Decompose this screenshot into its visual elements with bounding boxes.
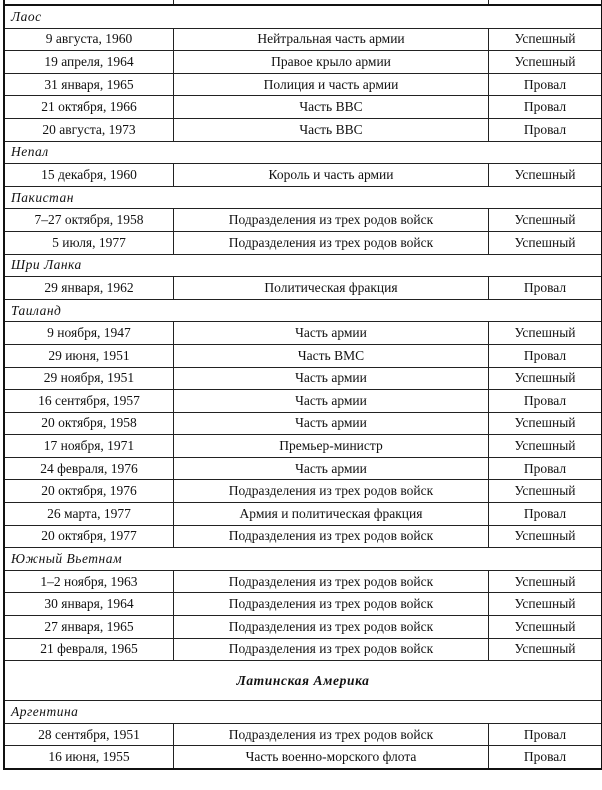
country-name: Непал — [4, 141, 602, 164]
coups-table-container — [3, 0, 598, 770]
date-cell: 16 сентября, 1957 — [4, 390, 174, 413]
table-row — [4, 503, 602, 526]
participants-cell: Часть ВМС — [174, 344, 489, 367]
table-row — [4, 51, 602, 74]
country-name: Пакистан — [4, 186, 602, 209]
date-cell: 9 ноября, 1947 — [4, 322, 174, 345]
table-row — [4, 616, 602, 639]
table-row — [4, 412, 602, 435]
participants-cell: Подразделения из трех родов войск — [174, 593, 489, 616]
date-cell: 16 июня, 1955 — [4, 746, 174, 769]
result-cell: Успешный — [489, 209, 602, 232]
date-cell: 20 октября, 1976 — [4, 480, 174, 503]
country-header-row — [4, 5, 602, 28]
date-cell: 24 февраля, 1976 — [4, 457, 174, 480]
result-cell: Провал — [489, 344, 602, 367]
participants-cell: Часть армии — [174, 457, 489, 480]
participants-cell: Политическая фракция — [174, 277, 489, 300]
table-row — [4, 96, 602, 119]
result-cell: Провал — [489, 457, 602, 480]
table-row — [4, 480, 602, 503]
result-cell: Успешный — [489, 164, 602, 187]
date-cell: 27 января, 1965 — [4, 616, 174, 639]
result-cell: Провал — [489, 96, 602, 119]
participants-cell: Подразделения из трех родов войск — [174, 231, 489, 254]
country-name: Южный Вьетнам — [4, 548, 602, 571]
participants-cell: Часть армии — [174, 412, 489, 435]
date-cell: 31 января, 1965 — [4, 73, 174, 96]
region-header-row — [4, 661, 602, 701]
participants-cell: Нейтральная часть армии — [174, 28, 489, 51]
result-cell: Успешный — [489, 231, 602, 254]
participants-cell: Король и часть армии — [174, 164, 489, 187]
table-row — [4, 118, 602, 141]
date-cell: 30 января, 1964 — [4, 593, 174, 616]
participants-cell: Подразделения из трех родов войск — [174, 723, 489, 746]
country-header-row — [4, 548, 602, 571]
country-name: Шри Ланка — [4, 254, 602, 277]
date-cell: 5 июля, 1977 — [4, 231, 174, 254]
country-header-row — [4, 141, 602, 164]
date-cell: 20 октября, 1958 — [4, 412, 174, 435]
participants-cell: Подразделения из трех родов войск — [174, 480, 489, 503]
participants-cell: Правое крыло армии — [174, 51, 489, 74]
participants-cell: Часть военно-морского флота — [174, 746, 489, 769]
result-cell: Успешный — [489, 322, 602, 345]
table-row — [4, 344, 602, 367]
result-cell: Провал — [489, 277, 602, 300]
table-row — [4, 390, 602, 413]
participants-cell: Часть армии — [174, 367, 489, 390]
date-cell: 29 января, 1962 — [4, 277, 174, 300]
date-cell: 29 ноября, 1951 — [4, 367, 174, 390]
result-cell: Успешный — [489, 616, 602, 639]
country-header-row — [4, 701, 602, 724]
country-name: Лаос — [4, 5, 602, 28]
result-cell: Успешный — [489, 480, 602, 503]
participants-cell: Часть ВВС — [174, 118, 489, 141]
participants-cell: Подразделения из трех родов войск — [174, 209, 489, 232]
date-cell: 15 декабря, 1960 — [4, 164, 174, 187]
participants-cell: Премьер-министр — [174, 435, 489, 458]
country-name: Таиланд — [4, 299, 602, 322]
date-cell: 20 августа, 1973 — [4, 118, 174, 141]
participants-cell: Подразделения из трех родов войск — [174, 638, 489, 661]
result-cell: Успешный — [489, 593, 602, 616]
table-row — [4, 570, 602, 593]
table-row — [4, 164, 602, 187]
result-cell: Провал — [489, 118, 602, 141]
result-cell: Успешный — [489, 367, 602, 390]
participants-cell: Полиция и часть армии — [174, 73, 489, 96]
table-row — [4, 723, 602, 746]
result-cell: Успешный — [489, 638, 602, 661]
table-row — [4, 209, 602, 232]
table-row — [4, 638, 602, 661]
country-header-row — [4, 186, 602, 209]
result-cell: Провал — [489, 390, 602, 413]
table-row — [4, 73, 602, 96]
participants-cell: Часть армии — [174, 390, 489, 413]
date-cell: 7–27 октября, 1958 — [4, 209, 174, 232]
participants-cell: Часть ВВС — [174, 96, 489, 119]
table-row — [4, 322, 602, 345]
participants-cell: Армия и политическая фракция — [174, 503, 489, 526]
result-cell: Успешный — [489, 28, 602, 51]
result-cell: Провал — [489, 503, 602, 526]
country-name: Аргентина — [4, 701, 602, 724]
country-header-row — [4, 299, 602, 322]
date-cell: 21 октября, 1966 — [4, 96, 174, 119]
coups-table — [3, 0, 602, 770]
date-cell: 29 июня, 1951 — [4, 344, 174, 367]
result-cell: Провал — [489, 73, 602, 96]
participants-cell: Часть армии — [174, 322, 489, 345]
country-header-row — [4, 254, 602, 277]
table-row — [4, 277, 602, 300]
result-cell: Успешный — [489, 435, 602, 458]
date-cell: 28 сентября, 1951 — [4, 723, 174, 746]
date-cell: 21 февраля, 1965 — [4, 638, 174, 661]
result-cell: Провал — [489, 746, 602, 769]
participants-cell: Подразделения из трех родов войск — [174, 570, 489, 593]
participants-cell: Подразделения из трех родов войск — [174, 525, 489, 548]
table-row — [4, 231, 602, 254]
date-cell: 17 ноября, 1971 — [4, 435, 174, 458]
table-row — [4, 28, 602, 51]
date-cell: 9 августа, 1960 — [4, 28, 174, 51]
participants-cell: Подразделения из трех родов войск — [174, 616, 489, 639]
date-cell: 20 октября, 1977 — [4, 525, 174, 548]
result-cell: Успешный — [489, 412, 602, 435]
table-row — [4, 367, 602, 390]
result-cell: Провал — [489, 723, 602, 746]
table-row — [4, 746, 602, 769]
table-row — [4, 593, 602, 616]
result-cell: Успешный — [489, 525, 602, 548]
region-title: Латинская Америка — [4, 661, 602, 701]
table-row — [4, 525, 602, 548]
result-cell: Успешный — [489, 51, 602, 74]
table-row — [4, 435, 602, 458]
date-cell: 19 апреля, 1964 — [4, 51, 174, 74]
date-cell: 1–2 ноября, 1963 — [4, 570, 174, 593]
date-cell: 26 марта, 1977 — [4, 503, 174, 526]
result-cell: Успешный — [489, 570, 602, 593]
table-row — [4, 457, 602, 480]
